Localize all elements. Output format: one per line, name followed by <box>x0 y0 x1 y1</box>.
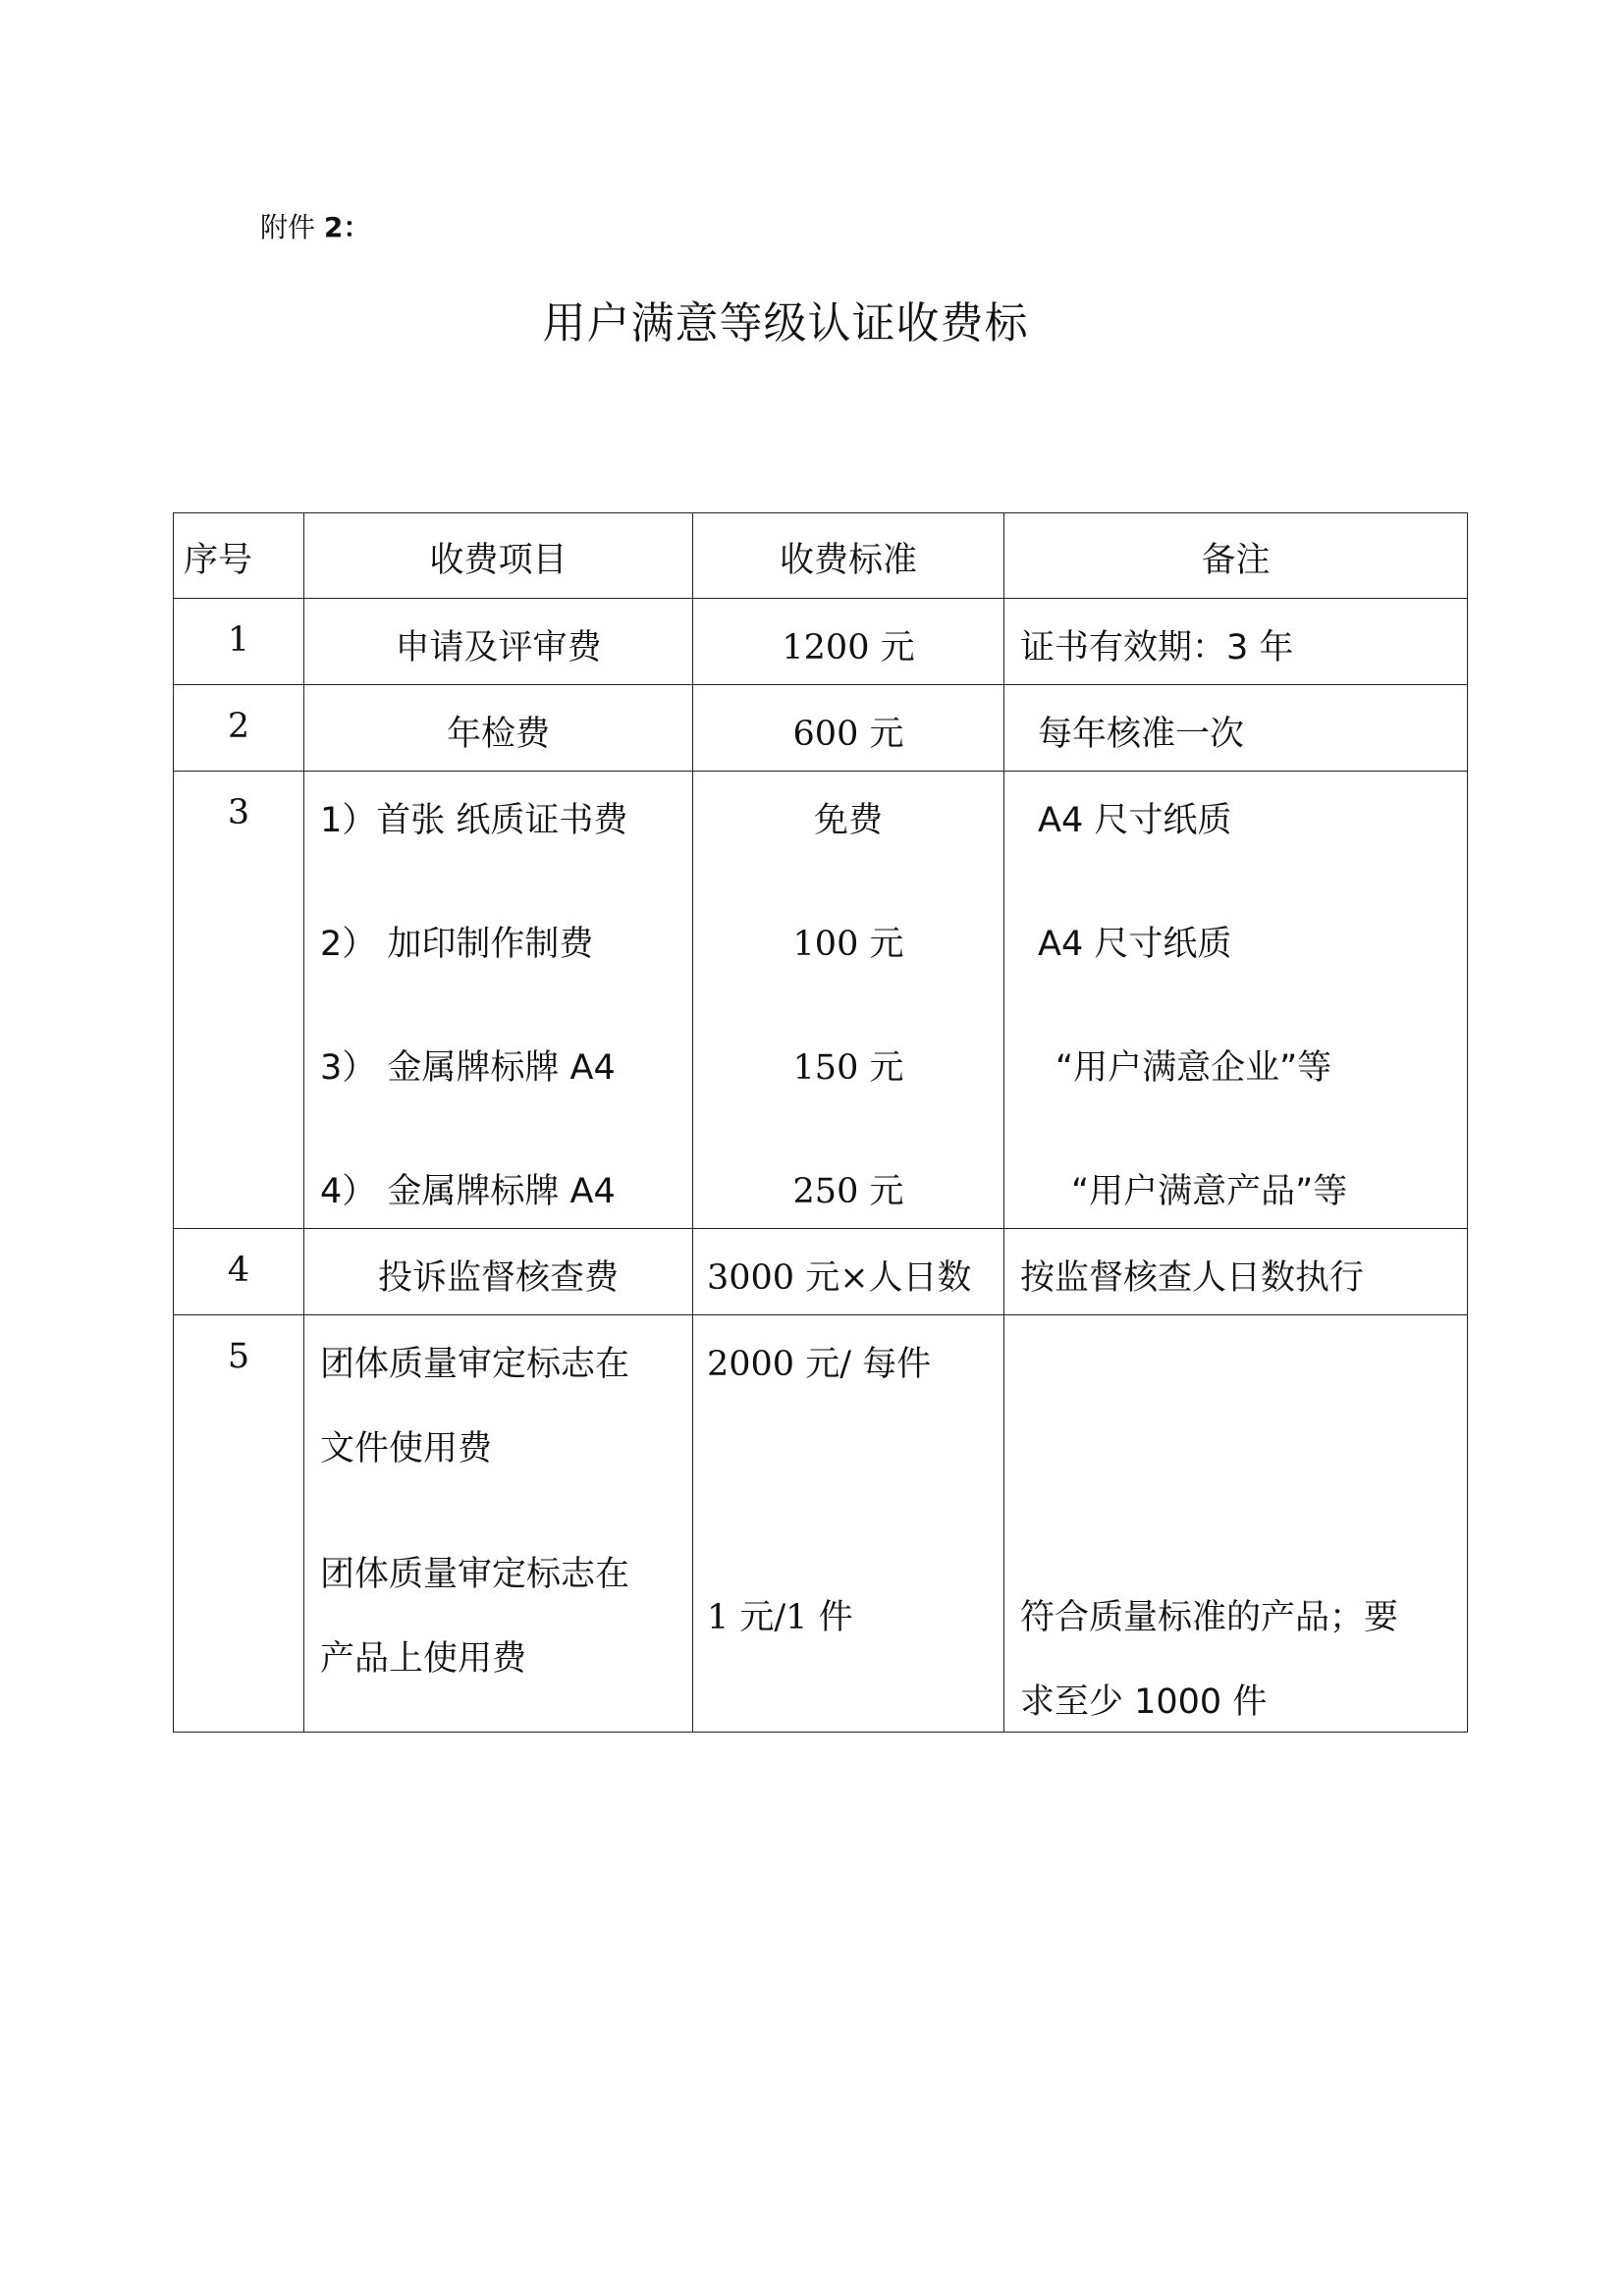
cell-note <box>1004 685 1468 772</box>
row-number: 2 <box>227 707 250 746</box>
cell-note <box>1004 599 1468 685</box>
item-text: 团体质量审定标志在 <box>320 1555 630 1594</box>
cell-fee <box>693 1315 1004 1733</box>
note-text: 符合质量标准的产品；要 <box>1020 1598 1399 1637</box>
item-text: 1）首张 纸质证书费 <box>320 801 628 840</box>
attachment-text: 附件 <box>260 211 316 243</box>
table-row <box>174 599 1468 685</box>
item-text: 文件使用费 <box>320 1429 493 1468</box>
item-text: 团体质量审定标志在 <box>320 1345 630 1384</box>
cell-note <box>1004 1229 1468 1315</box>
table-header-row <box>174 513 1468 599</box>
attachment-number: 2： <box>323 211 371 243</box>
cell-item <box>304 599 693 685</box>
header-cell <box>1004 513 1468 599</box>
item-text: 申请及评审费 <box>395 628 602 667</box>
fee-text: 免费 <box>813 801 883 840</box>
cell-no <box>174 599 304 685</box>
fee-table <box>173 512 1468 1733</box>
fee-text: 2000 元/ 每件 <box>707 1345 932 1384</box>
cell-item <box>304 1229 693 1315</box>
note-text: 按监督核查人日数执行 <box>1020 1258 1365 1298</box>
table-row <box>174 772 1468 1229</box>
note-text: 证书有效期：3 年 <box>1020 628 1294 667</box>
table-row <box>174 1315 1468 1733</box>
fee-text: 150 元 <box>792 1048 904 1088</box>
fee-text: 3000 元×人日数 <box>707 1258 972 1298</box>
cell-item <box>304 1315 693 1733</box>
header-cell <box>693 513 1004 599</box>
item-text: 3） 金属牌标牌 A4 <box>320 1048 616 1088</box>
cell-item <box>304 772 693 1229</box>
item-text: 投诉监督核查费 <box>377 1258 619 1298</box>
fee-text: 1 元/1 件 <box>707 1598 853 1637</box>
table-row <box>174 1229 1468 1315</box>
cell-fee <box>693 685 1004 772</box>
item-text: 2） 加印制作制费 <box>320 925 594 964</box>
cell-no <box>174 1315 304 1733</box>
note-text: 求至少 1000 件 <box>1020 1682 1268 1722</box>
row-number: 5 <box>227 1337 250 1376</box>
note-text: “用户满意产品”等 <box>1071 1172 1348 1211</box>
note-text: 每年核准一次 <box>1038 715 1245 754</box>
header-item: 收费项目 <box>429 541 568 580</box>
header-fee: 收费标准 <box>779 541 917 580</box>
cell-fee <box>693 772 1004 1229</box>
table-row <box>174 685 1468 772</box>
note-text: A4 尺寸纸质 <box>1038 925 1232 964</box>
cell-note <box>1004 1315 1468 1733</box>
document-title: 用户满意等级认证收费标 <box>542 298 1029 348</box>
row-number: 1 <box>227 620 250 660</box>
fee-text: 1200 元 <box>782 628 915 667</box>
item-text: 产品上使用费 <box>320 1639 527 1679</box>
cell-no <box>174 685 304 772</box>
header-note: 备注 <box>1201 541 1271 580</box>
header-cell <box>304 513 693 599</box>
attachment-label <box>260 208 370 247</box>
header-cell <box>174 513 304 599</box>
fee-text: 100 元 <box>792 925 904 964</box>
header-no: 序号 <box>184 541 253 580</box>
cell-fee <box>693 1229 1004 1315</box>
fee-text: 250 元 <box>792 1172 904 1211</box>
cell-no <box>174 772 304 1229</box>
row-number: 4 <box>227 1251 250 1290</box>
note-text: “用户满意企业”等 <box>1056 1048 1332 1088</box>
cell-no <box>174 1229 304 1315</box>
note-text: A4 尺寸纸质 <box>1038 801 1232 840</box>
cell-fee <box>693 599 1004 685</box>
cell-item <box>304 685 693 772</box>
fee-text: 600 元 <box>792 715 904 754</box>
cell-note <box>1004 772 1468 1229</box>
row-number: 3 <box>227 793 250 832</box>
item-text: 4） 金属牌标牌 A4 <box>320 1172 616 1211</box>
item-text: 年检费 <box>446 715 550 754</box>
